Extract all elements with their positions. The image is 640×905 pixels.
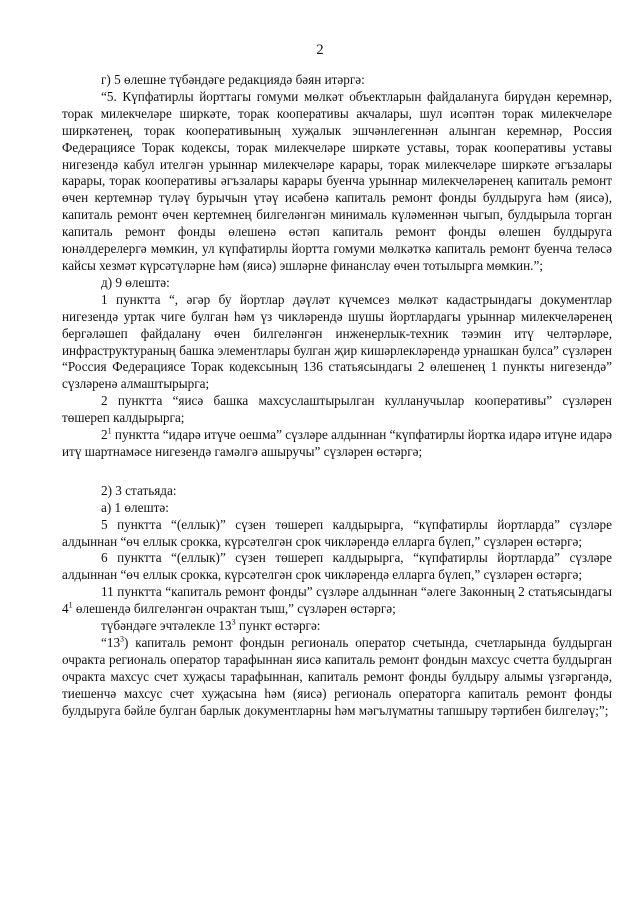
paragraph-point-2: 2 пунктта “яисә башка махсуслаштырылган кулланучылар кооперативы” сүзләрен төшереп калдырырга; (62, 393, 612, 426)
paragraph-point-1: 1 пунктта “, әгәр бу йортлар дәүләт күчемсез мөлкәт кадастрындагы документлар нигезендә уртак чиге булган һәм үз чикләрендә шушы йортлардагы урыннар милекчеләренең бергәләшеп файдалану өчен билгеләнгән инженерлык-техник тәэмин итү челтәрләре, инфраструктураның башка элементлары булган җир кишәрлекләрендә урнашкан булса” сүзләрен “Россия Федерациясе Торак кодексының 136 статьясындагы 2 өлешенең 1 пункты нигезендә” сүзләренә алмаштырырга; (62, 291, 612, 392)
paragraph-g-intro: г) 5 өлешне түбәндәге редакциядә бәян итәргә: (101, 72, 365, 87)
paragraph-point-11 (62, 584, 612, 618)
paragraph-point-13-3-text (62, 635, 612, 720)
paragraph-text-continued: ) капиталь ремонт фондын региональ оператор счетында, счетларында булдырган очракта региональ оператор тарафыннан яисә капиталь ремонт фондын махсус счетта булдырган очракта махсус счет хуҗасы тарафыннан, капиталь ремонт фонды булдыру алымы үзгәргәндә, тиешенчә махсус счет хуҗасына һәм (яисә) региональ операторга капиталь ремонт фонды булдыруга бәйле булган барлык документларны һәм мәгълүматны тапшыру тәртибен билгеләү;”; (62, 635, 612, 718)
paragraph-text-continued: пункт өстәргә: (235, 618, 321, 634)
paragraph-point-5: 5 пунктта “(еллык)” сүзен төшереп калдырырга, “күпфатирлы йортларда” сүзләре алдыннан “өч еллык срокка, күрсәтелгән срок чикләрендә елларга бүлеп,” сүзләрен өстәргә; (62, 516, 612, 549)
superscript: 3 (120, 634, 125, 644)
paragraph-text: 11 пунктта “капиталь ремонт фонды” сүзләре алдыннан “әлеге Законның 2 статьясындагы 4 (62, 584, 612, 617)
superscript: 1 (68, 600, 73, 610)
paragraph-text-continued: өлешендә билгеләнгән очрактан тыш,” сүзләрен өстәргә; (72, 601, 396, 617)
paragraph-text: “13 (101, 635, 121, 650)
paragraph-point-6: 6 пунктта “(еллык)” сүзен төшереп калдырырга, “күпфатирлы йортларда” сүзләре алдыннан “өч еллык срокка, күрсәтелгән срок чикләрендә елларга бүлеп,” сүзләрен өстәргә; (62, 550, 612, 583)
paragraph-text: түбәндәге эчтәлекле 13 (101, 618, 232, 634)
paragraph-quoted-part-5: “5. Күпфатирлы йорттагы гомуми мөлкәт объектларын файдалануга бирүдән керемнәр, торак милекчеләре ширкәте, торак кооперативы акчалары, шул исәптән торак милекчеләре ширкәтенең, торак кооперативының хуҗалык эшчәнлегеннән алынган керемнәр, Россия Федерациясе Торак кодексы, торак милекчеләре ширкәте уставы, торак кооперативы уставы нигезендә кабул ителгән урыннар милекчеләре карары, торак милекчеләре ширкәте әгъзалары карары, торак кооперативы әгъзалары карары буенча урыннар милекчеләренең капиталь ремонт өчен кертемнәр түләү бурычын үтәү исәбенә капиталь ремонт фонды булдыруга һәм (яисә), капиталь ремонт өчен кертемнең билгеләнгән минималь күләменнән чыгып, булдырыла торган капиталь ремонт фонды өлешенә өстәп капиталь ремонт фонды өлешен булдыруга юнәлдерелергә мөмкин, ул күпфатирлы йортта гомуми мөлкәткә капиталь ремонт буенча теләсә кайсы хезмәт күрсәтүләрне һәм (яисә) эшләрне финанслау өчен тотылырга мөмкин.”; (62, 88, 612, 273)
superscript: 1 (107, 426, 112, 436)
superscript: 3 (231, 617, 236, 627)
paragraph-add-point-13-3 (62, 618, 612, 635)
document-body (62, 72, 612, 720)
paragraph-a-intro: а) 1 өлештә: (101, 499, 169, 515)
page-number: 2 (316, 42, 324, 58)
paragraph-d-intro: д) 9 өлештә: (101, 274, 170, 290)
paragraph-point-2-1 (62, 427, 612, 461)
point-number: 2 (101, 427, 108, 443)
section-gap (62, 461, 612, 483)
paragraph-article-3-intro: 2) 3 статьяда: (101, 482, 177, 498)
paragraph-text: пунктта “идарә итүче оешма” сүзләре алдыннан “күпфатирлы йортка идарә итүне идарә итү шартнамәсе нигезендә гамәлгә ашыручы” сүзләрен өстәргә; (62, 427, 612, 459)
